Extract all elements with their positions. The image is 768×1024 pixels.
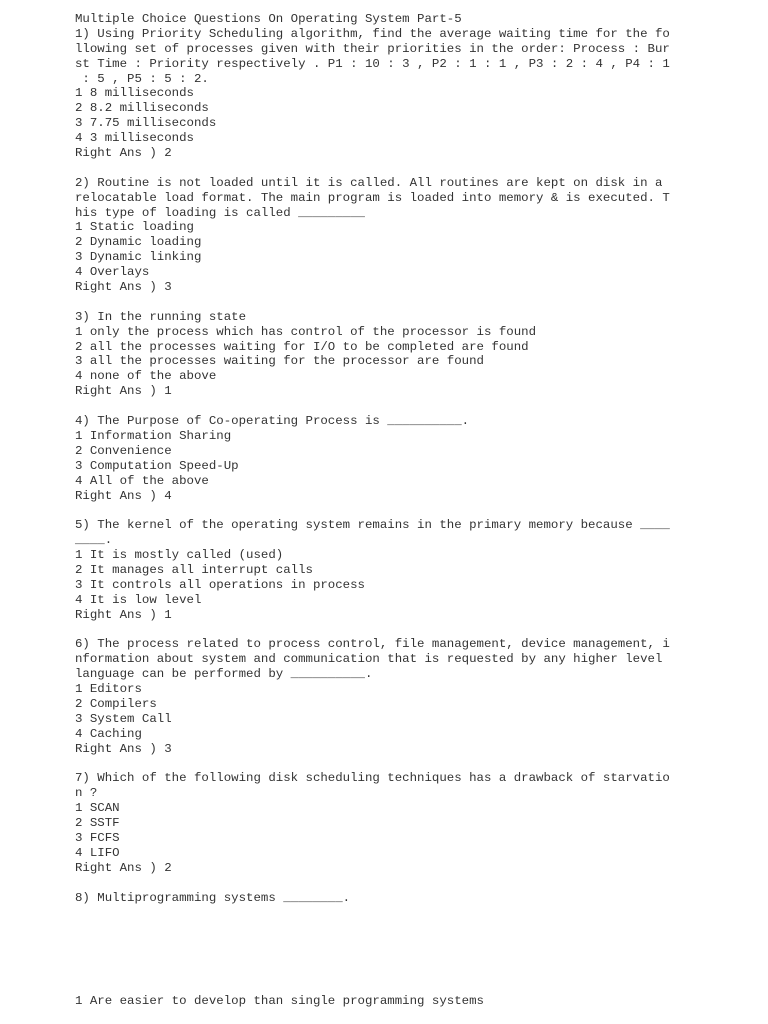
answer-option: 4 Caching — [75, 726, 142, 741]
right-answer: Right Ans ) 3 — [75, 741, 172, 756]
right-answer: Right Ans ) 2 — [75, 860, 172, 875]
question-text: language can be performed by __________. — [75, 667, 373, 682]
question-text: 3) In the running state — [75, 309, 247, 324]
answer-option: 1 SCAN — [75, 801, 120, 816]
answer-option: 4 LIFO — [75, 845, 120, 860]
right-answer: Right Ans ) 1 — [75, 607, 172, 622]
answer-option: 1 It is mostly called (used) — [75, 548, 284, 563]
answer-option: 4 Overlays — [75, 265, 150, 280]
question-7 — [75, 771, 685, 875]
question-text: llowing set of processes given with their priorities in the order: Process : Bur — [75, 41, 670, 56]
question-text: 5) The kernel of the operating system remains in the primary memory because ____ — [75, 518, 670, 533]
page-gap — [75, 905, 685, 994]
question-text: 2) Routine is not loaded until it is called. All routines are kept on disk in a — [75, 175, 663, 190]
question-text: his type of loading is called _________ — [75, 205, 365, 220]
question-text: 7) Which of the following disk scheduling techniques has a drawback of starvatio — [75, 771, 670, 786]
answer-option: 2 It manages all interrupt calls — [75, 562, 313, 577]
answer-option: 1 8 milliseconds — [75, 86, 194, 101]
answer-option: 4 none of the above — [75, 369, 217, 384]
right-answer: Right Ans ) 3 — [75, 280, 172, 295]
answer-option: 2 Dynamic loading — [75, 235, 202, 250]
answer-option: 2 Convenience — [75, 443, 172, 458]
answer-option: 2 all the processes waiting for I/O to be completed are found — [75, 339, 529, 354]
answer-option: 3 all the processes waiting for the processor are found — [75, 354, 484, 369]
answer-option: 3 7.75 milliseconds — [75, 116, 217, 131]
answer-option: 2 Compilers — [75, 696, 157, 711]
answer-option: 1 Information Sharing — [75, 428, 232, 443]
answer-option: 3 Dynamic linking — [75, 250, 202, 265]
question-4 — [75, 414, 685, 503]
answer-option: 4 It is low level — [75, 592, 202, 607]
question-text: 6) The process related to process control, file management, device management, i — [75, 637, 670, 652]
right-answer: Right Ans ) 2 — [75, 146, 172, 161]
answer-option: 3 FCFS — [75, 830, 120, 845]
answer-option: 1 only the process which has control of the processor is found — [75, 324, 537, 339]
question-3 — [75, 310, 685, 399]
question-8 — [75, 891, 685, 1010]
answer-option: 1 Static loading — [75, 220, 194, 235]
question-text: n ? — [75, 786, 98, 801]
page-title: Multiple Choice Questions On Operating System Part-5 — [75, 12, 462, 26]
question-text: nformation about system and communication that is requested by any higher level — [75, 652, 663, 667]
answer-option: 4 All of the above — [75, 473, 209, 488]
answer-option: 2 SSTF — [75, 816, 120, 831]
right-answer: Right Ans ) 4 — [75, 488, 172, 503]
question-2 — [75, 176, 685, 295]
answer-option: 3 Computation Speed-Up — [75, 458, 239, 473]
answer-option: 3 It controls all operations in process — [75, 577, 365, 592]
question-text: 4) The Purpose of Co-operating Process is __________. — [75, 414, 470, 429]
document-page — [75, 12, 685, 1009]
answer-option: 1 Are easier to develop than single programming systems — [75, 994, 484, 1009]
answer-option: 4 3 milliseconds — [75, 131, 194, 146]
answer-option: 2 8.2 milliseconds — [75, 101, 209, 116]
question-6 — [75, 637, 685, 756]
question-text: 8) Multiprogramming systems ________. — [75, 890, 351, 905]
question-text: 1) Using Priority Scheduling algorithm, find the average waiting time for the fo — [75, 26, 670, 41]
question-text: ____. — [75, 533, 113, 548]
answer-option: 3 System Call — [75, 711, 172, 726]
question-text: : 5 , P5 : 5 : 2. — [75, 71, 209, 86]
question-text: st Time : Priority respectively . P1 : 10 : 3 , P2 : 1 : 1 , P3 : 2 : 4 , P4 : 1 — [75, 56, 670, 71]
question-text: relocatable load format. The main program is loaded into memory & is executed. T — [75, 190, 670, 205]
answer-option: 1 Editors — [75, 682, 142, 697]
question-1 — [75, 27, 685, 161]
question-5 — [75, 518, 685, 622]
right-answer: Right Ans ) 1 — [75, 384, 172, 399]
